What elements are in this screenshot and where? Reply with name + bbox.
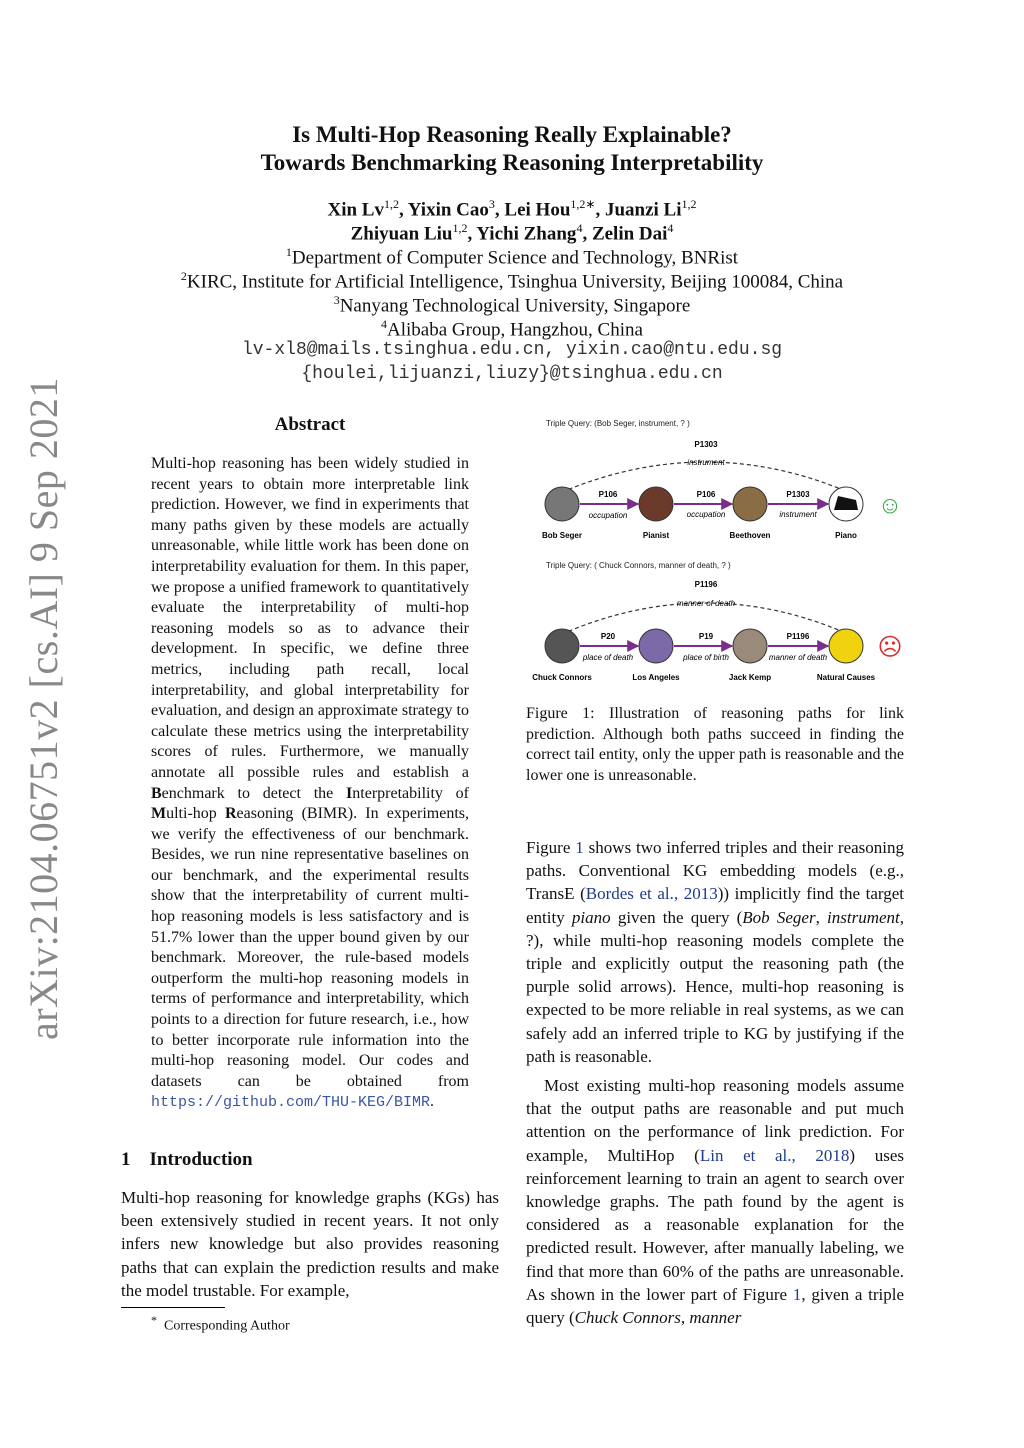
author-line-2: Zhiyuan Liu$^{1,2}$, Yichi Zhang$^4$, Zelin Dai$^4$: [350, 221, 674, 245]
entity-pianist-avatar: [639, 487, 673, 521]
code-link[interactable]: https://github.com/THU-KEG/BIMR: [151, 1094, 431, 1112]
entity-chuck-connors-avatar: [545, 629, 579, 663]
row1-entity2: Pianist: [642, 531, 670, 540]
happy-face-icon: ☺: [877, 492, 903, 519]
citation-lin[interactable]: Lin et al., 2018: [699, 1145, 850, 1165]
paragraph-existing-models: Most existing multi-hop reasoning models assume that the output paths are reasonable and put much attention on the performance of link prediction. For example, MultiHop (Lin et al., 2018) uses reinforcement learning to train an agent to search over knowledge graphs. The path found by the agent is considered as a reasonable explanation for the predicted result. However, after manually labeling, we find that more than 60% of the paths are unreasonable. As shown in the lower part of Figure 1, given a triple query (Chuck Connors, manner: [526, 1076, 904, 1328]
intro-heading: 1 Introduction: [121, 1149, 253, 1170]
footnote-rule: [121, 1307, 225, 1308]
row2-edge3-id: P1196: [786, 632, 810, 641]
row1-entity1: Bob Seger: [541, 531, 583, 540]
affiliation-3: $^3$Nanyang Technological University, Singapore: [333, 293, 691, 317]
row2-edge2-id: P19: [698, 632, 714, 641]
row1-entity3: Beethoven: [729, 531, 771, 540]
emails-line-2: {houlei,lijuanzi,liuzy}@tsinghua.edu.cn: [301, 364, 723, 384]
entity-los-angeles-avatar: [639, 629, 673, 663]
right-column-text: [526, 836, 904, 1329]
top-rel-1-name: instrument: [687, 458, 725, 467]
row2-edge1-id: P20: [600, 632, 616, 641]
row2-entity3: Jack Kemp: [728, 673, 772, 682]
row2-edge1-name: place of death: [582, 653, 634, 662]
intro-paragraph: Multi-hop reasoning for knowledge graphs (KGs) has been extensively studied in recent years. It not only infers new knowledge but also provides reasoning paths that can explain the prediction results and make the model trustable. For example,: [121, 1188, 499, 1300]
row2-edge2-name: place of birth: [683, 653, 729, 662]
query-2-label: Triple Query: ( Chuck Connors, manner of death, ? ): [546, 561, 731, 570]
author-line-1: Xin Lv$^{1,2}$, Yixin Cao$^3$, Lei Hou$^{1,2∗}$, Juanzi Li$^{1,2}$: [327, 197, 697, 221]
arxiv-identifier: arXiv:2104.06751v2 [cs.AI] 9 Sep 2021: [21, 377, 66, 1040]
row1-edge1-name: occupation: [588, 511, 628, 520]
row1-edge3-id: P1303: [786, 490, 810, 499]
query-1-label: Triple Query: (Bob Seger, instrument, ? ): [546, 419, 690, 428]
entity-natural-causes-avatar: [829, 629, 863, 663]
footnote: * Corresponding Author: [151, 1313, 290, 1334]
top-rel-2-id: P1196: [694, 580, 718, 589]
affiliation-4: $^4$Alibaba Group, Hangzhou, China: [381, 317, 643, 341]
row1-edge3-name: instrument: [779, 510, 817, 519]
figure-1-caption: Figure 1: Illustration of reasoning paths for link prediction. Although both paths succeed in finding the correct tail entity, only the upper path is reasonable and the lower one is unreasonable.: [526, 705, 904, 784]
citation-bordes[interactable]: Bordes et al., 2013: [585, 884, 718, 904]
paper-title-line2: Towards Benchmarking Reasoning Interpretability: [260, 150, 764, 175]
affiliation-2: $^2$KIRC, Institute for Artificial Intelligence, Tsinghua University, Beijing 100084, China: [180, 269, 844, 293]
row2-edge3-name: manner of death: [768, 653, 828, 662]
figure-ref-link-2[interactable]: 1: [792, 1284, 802, 1304]
entity-jack-kemp-avatar: [733, 629, 767, 663]
row2-entity2: Los Angeles: [632, 673, 680, 682]
row1-edge2-id: P106: [696, 490, 716, 499]
paragraph-figure-1: Figure 1 shows two inferred triples and their reasoning paths. Conventional KG embedding models (e.g., TransE (Bordes et al., 2013)) implicitly find the target entity piano given the query (Bob Seger, instrument, ?), while multi-hop reasoning models complete the triple and explicitly output the reasoning path (the purple solid arrows). Hence, multi-hop reasoning is expected to be more reliable in real systems, as we can safely add an inferred triple to KG by justifying if the path is reasonable.: [526, 838, 905, 1066]
abstract-body: Multi-hop reasoning has been widely studied in recent years to obtain more interpretable link prediction. However, we find in experiments that many paths given by these models are actually unreasonable, while little work has been done on interpretability evaluation for them. In this paper, we propose a unified framework to quantitatively evaluate the interpretability of multi-hop reasoning models so as to advance their development. In specific, we define three metrics, including path recall, local interpretability, and global interpretability for evaluation, and design an approximate strategy to calculate these metrics using the interpretability scores of rules. Furthermore, we manually annotate all possible rules and establish a Benchmark to detect the Interpretability of Multi-hop Reasoning (BIMR). In experiments, we verify the effectiveness of our benchmark. Besides, we run nine representative baselines on our benchmark, and the experimental results show that the interpretability of current multi-hop reasoning models is less satisfactory and is 51.7% lower than the upper bound given by our benchmark. Moreover, the rule-based models outperform the multi-hop reasoning models in terms of performance and interpretability, which points to a direction for future research, i.e., how to better incorporate rule information into the multi-hop reasoning model. Our codes and datasets can be obtained from https://github.com/THU-KEG/BIMR.: [151, 455, 469, 1112]
row1-edge2-name: occupation: [686, 510, 726, 519]
top-rel-2-name: manner of death: [676, 599, 736, 608]
row2-entity4: Natural Causes: [816, 673, 876, 682]
emails-line-1: lv-xl8@mails.tsinghua.edu.cn, yixin.cao@ntu.edu.sg: [241, 340, 783, 360]
abstract-heading: Abstract: [274, 414, 346, 435]
affiliation-1: $^1$Department of Computer Science and Technology, BNRist: [285, 245, 739, 269]
paper-title-line1: Is Multi-Hop Reasoning Really Explainable?: [292, 122, 732, 147]
figure-1: [526, 412, 916, 702]
entity-beethoven-avatar: [733, 487, 767, 521]
sad-face-icon: ☹: [877, 634, 903, 661]
row2-entity1: Chuck Connors: [532, 673, 592, 682]
entity-bob-seger-avatar: [545, 487, 579, 521]
top-rel-1-id: P1303: [694, 440, 718, 449]
figure-1-svg: [526, 412, 916, 702]
figure-ref-link[interactable]: 1: [575, 838, 584, 857]
row1-entity4: Piano: [835, 531, 857, 540]
row1-edge1-id: P106: [598, 490, 618, 499]
